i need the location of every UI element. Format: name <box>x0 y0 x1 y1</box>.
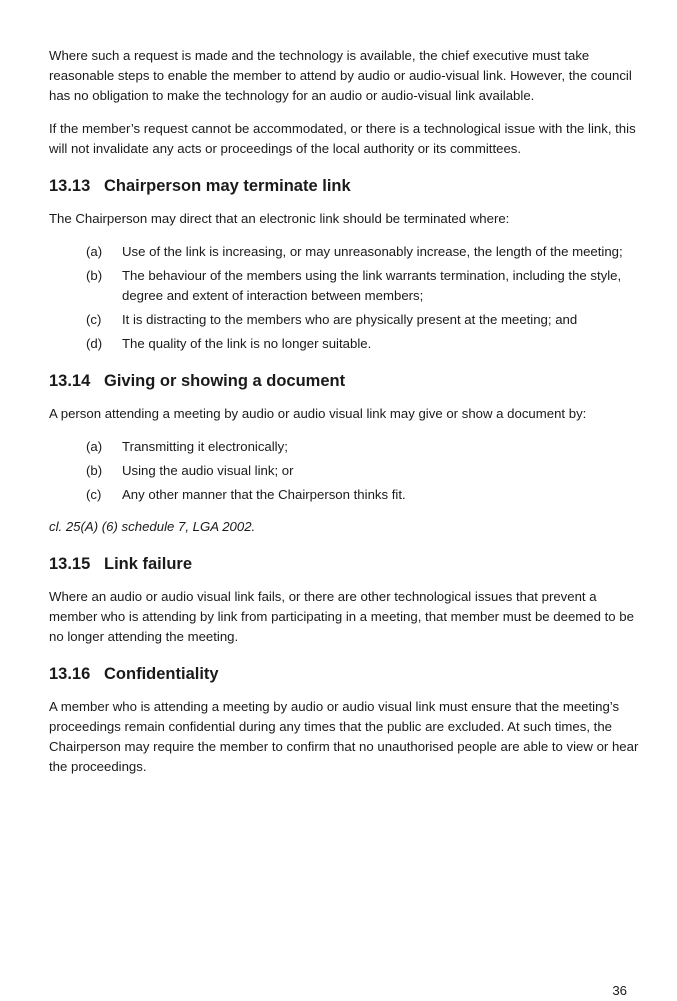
list-marker: (c) <box>86 312 102 327</box>
list-marker: (c) <box>86 487 102 502</box>
list-marker: (d) <box>86 336 103 351</box>
section-title: Giving or showing a document <box>104 372 346 390</box>
section-title: Link failure <box>104 555 193 573</box>
section-lead: A person attending a meeting by audio or audio visual link may give or show a document by: <box>49 406 587 421</box>
document-page <box>49 46 639 790</box>
list-text: Using the audio visual link; or <box>122 463 294 478</box>
section-title: Confidentiality <box>104 665 219 683</box>
section-lead: The Chairperson may direct that an electronic link should be terminated where: <box>49 211 510 226</box>
list-item <box>49 461 639 481</box>
page-number: 36 <box>612 983 627 998</box>
section-number: 13.16 <box>49 665 91 683</box>
list-item <box>49 242 639 262</box>
list-item <box>49 310 639 330</box>
list-text: Any other manner that the Chairperson thinks fit. <box>122 487 406 502</box>
list-marker: (a) <box>86 244 103 259</box>
section-body: A member who is attending a meeting by audio or audio visual link must ensure that the meeting’s proceedings remain confidential during any times that the public are excluded. At such times, the Chairperson may require the member to confirm that no unauthorised people are able to view or hear the proceedings. <box>49 699 639 774</box>
list-text: The quality of the link is no longer suitable. <box>122 336 372 351</box>
list-item <box>49 437 639 457</box>
list-item <box>49 485 639 505</box>
section-body: Where an audio or audio visual link fails, or there are other technological issues that prevent a member who is attending by link from participating in a meeting, that member must be deemed to be no longer attending the meeting. <box>49 589 634 644</box>
intro-paragraph-1: Where such a request is made and the technology is available, the chief executive must take reasonable steps to enable the member to attend by audio or audio-visual link. However, the council has no obligation to make the technology for an audio or audio-visual link available. <box>49 48 632 103</box>
list-item <box>49 334 639 354</box>
legal-citation: cl. 25(A) (6) schedule 7, LGA 2002. <box>49 519 256 534</box>
list-item <box>49 266 639 306</box>
section-heading-13-14 <box>49 370 639 392</box>
section-number: 13.14 <box>49 372 91 390</box>
section-heading-13-13 <box>49 175 639 197</box>
list-marker: (a) <box>86 439 103 454</box>
list-text: Transmitting it electronically; <box>122 439 288 454</box>
list-marker: (b) <box>86 463 103 478</box>
intro-paragraph-2: If the member’s request cannot be accommodated, or there is a technological issue with the link, this will not invalidate any acts or proceedings of the local authority or its committees. <box>49 121 636 156</box>
section-title: Chairperson may terminate link <box>104 177 351 195</box>
list-text: The behaviour of the members using the link warrants termination, including the style, degree and extent of interaction between members; <box>122 268 622 303</box>
termination-conditions-list <box>49 242 639 354</box>
list-marker: (b) <box>86 268 103 283</box>
section-heading-13-15 <box>49 553 639 575</box>
list-text: Use of the link is increasing, or may unreasonably increase, the length of the meeting; <box>122 244 623 259</box>
section-heading-13-16 <box>49 663 639 685</box>
list-text: It is distracting to the members who are physically present at the meeting; and <box>122 312 578 327</box>
section-number: 13.13 <box>49 177 91 195</box>
document-methods-list <box>49 437 639 505</box>
section-number: 13.15 <box>49 555 91 573</box>
